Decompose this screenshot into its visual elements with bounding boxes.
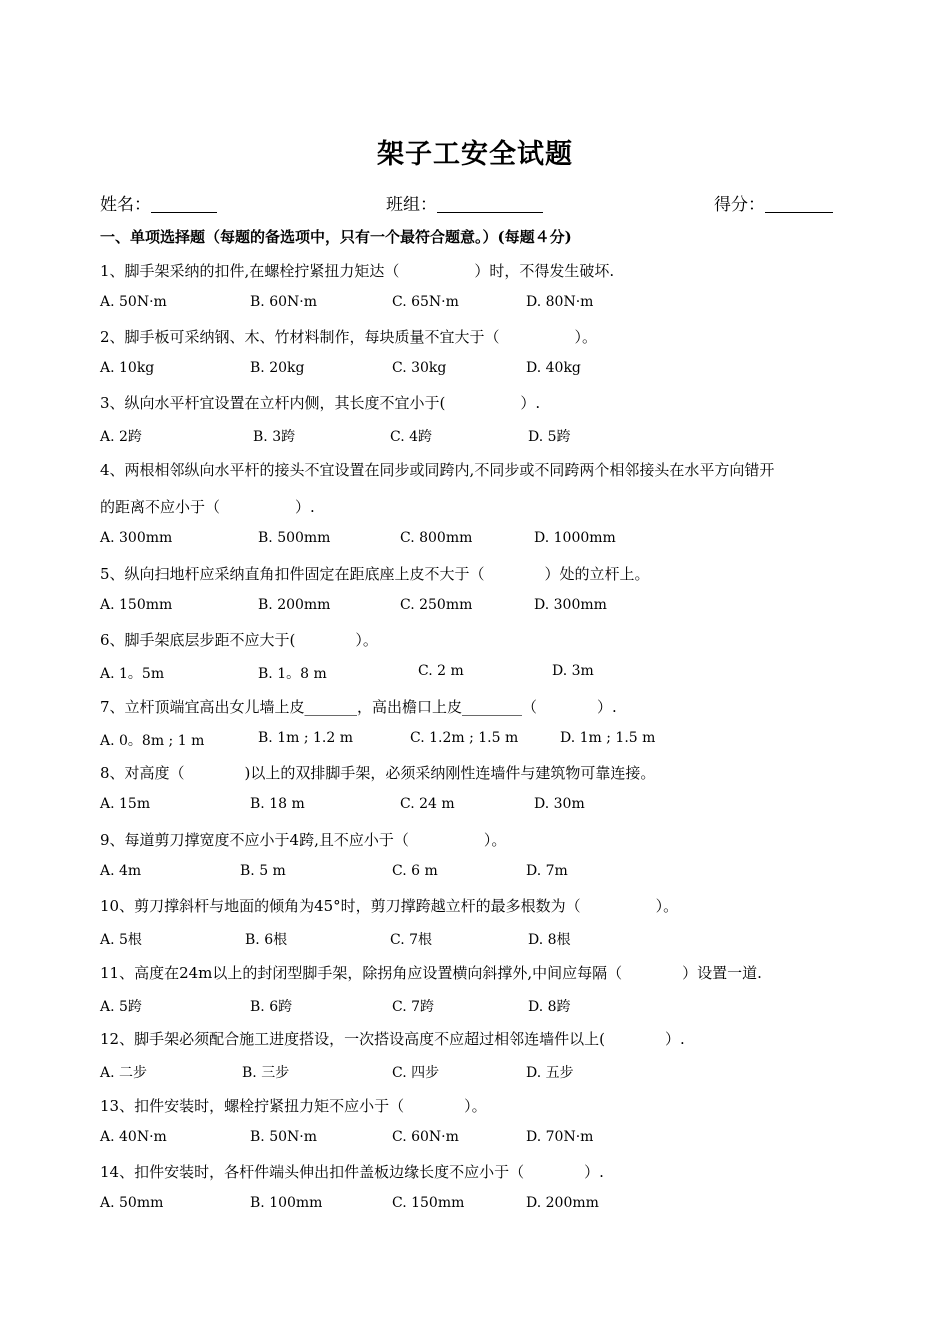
question-text: 10、剪刀撑斜杆与地面的倾角为45°时，剪刀撑跨越立杆的最多根数为（ ）。 [100,897,679,915]
option-row [100,426,860,446]
option-b: B. 18 m [250,796,305,812]
option-b: B. 20kg [250,360,305,376]
option-row [100,1062,860,1082]
option-d: D. 40kg [526,360,581,376]
name-blank [151,196,217,213]
option-c: C. 250mm [400,597,473,613]
option-d: D. 200mm [526,1195,599,1211]
option-d: D. 5跨 [528,429,571,445]
option-row [100,730,860,750]
question-text: 8、对高度（ )以上的双排脚手架，必须采纳刚性连墙件与建筑物可靠连接。 [100,764,656,782]
option-c: C. 60N·m [392,1129,459,1145]
option-d: D. 300mm [534,597,607,613]
option-c: C. 150mm [392,1195,465,1211]
option-row [100,796,860,816]
question-text: 7、立杆顶端宜高出女儿墙上皮_______，高出檐口上皮________（ ）. [100,698,617,716]
section-title: 一、单项选择题（每题的备选项中，只有一个最符合题意。）(每题４分) [100,228,572,246]
option-b: B. 50N·m [250,1129,317,1145]
score-blank [765,196,833,213]
option-b: B. 100mm [250,1195,323,1211]
question-text: 6、脚手架底层步距不应大于( ）。 [100,631,378,649]
question-text: 4、两根相邻纵向水平杆的接头不宜设置在同步或同跨内,不同步或不同跨两个相邻接头在水平方向错开 [100,461,775,479]
option-d: D. 8根 [528,932,571,948]
group-blank [437,196,543,213]
option-a: A. 40N·m [100,1129,167,1145]
option-d: D. 1000mm [534,530,616,546]
option-d: D. 8跨 [528,999,571,1015]
option-c: C. 4跨 [390,429,433,445]
option-b: B. 6根 [245,932,288,948]
option-row [100,530,860,550]
option-a: A. 二步 [100,1065,148,1081]
question-text: 14、扣件安装时，各杆件端头伸出扣件盖板边缘长度不应小于（ ）. [100,1163,604,1181]
question-text: 2、脚手板可采纳钢、木、竹材料制作，每块质量不宜大于（ ）。 [100,328,598,346]
option-c: C. 30kg [392,360,447,376]
option-c: C. 24 m [400,796,455,812]
question-text: 5、纵向扫地杆应采纳直角扣件固定在距底座上皮不大于（ ）处的立杆上。 [100,565,650,583]
option-b: B. 6跨 [250,999,293,1015]
option-a: A. 50N·m [100,294,167,310]
option-b: B. 500mm [258,530,331,546]
option-a: A. 10kg [100,360,155,376]
option-b: B. 三步 [242,1065,290,1081]
option-row [100,663,860,683]
option-b: B. 5 m [240,863,286,879]
option-a: A. 300mm [100,530,173,546]
group-field [386,190,543,215]
option-a: A. 150mm [100,597,173,613]
score-label: 得分： [714,195,765,215]
question-text: 3、纵向水平杆宜设置在立杆内侧，其长度不宜小于( ）. [100,394,541,412]
option-c: C. 800mm [400,530,473,546]
option-c: C. 四步 [392,1065,440,1081]
option-row [100,1195,860,1215]
option-c: C. 65N·m [392,294,459,310]
option-d: D. 五步 [526,1065,574,1081]
group-label: 班组： [386,195,437,215]
option-d: D. 80N·m [526,294,594,310]
option-b: B. 3跨 [253,429,296,445]
option-c: C. 7根 [390,932,433,948]
option-b: B. 1。8 m [258,666,327,682]
option-b: B. 200mm [258,597,331,613]
option-b: B. 1m ; 1.2 m [258,730,353,746]
option-row [100,1129,860,1149]
option-d: D. 70N·m [526,1129,594,1145]
option-row [100,597,860,617]
question-text: 1、脚手架采纳的扣件,在螺栓拧紧扭力矩达（ ）时，不得发生破坏. [100,262,615,280]
option-a: A. 0。8m ; 1 m [100,733,205,749]
question-text: 13、扣件安装时，螺栓拧紧扭力矩不应小于（ ）。 [100,1097,487,1115]
option-c: C. 7跨 [392,999,435,1015]
option-d: D. 3m [552,663,594,679]
option-row [100,360,860,380]
option-a: A. 5根 [100,932,142,948]
score-field [714,190,833,215]
exam-title: 架子工安全试题 [377,139,573,170]
question-text: 12、脚手架必须配合施工进度搭设，一次搭设高度不应超过相邻连墙件以上( ）. [100,1030,685,1048]
option-row [100,863,860,883]
option-a: A. 1。5m [100,666,165,682]
option-a: A. 2跨 [100,429,142,445]
option-d: D. 1m ; 1.5 m [560,730,656,746]
option-a: A. 4m [100,863,142,879]
option-d: D. 30m [534,796,585,812]
option-c: C. 2 m [418,663,464,679]
option-row [100,294,860,314]
option-a: A. 50mm [100,1195,164,1211]
option-a: A. 5跨 [100,999,142,1015]
option-d: D. 7m [526,863,568,879]
question-text: 11、高度在24m以上的封闭型脚手架，除拐角应设置横向斜撑外,中间应每隔（ ）设置一道. [100,964,762,982]
option-a: A. 15m [100,796,151,812]
name-field [100,190,217,215]
option-b: B. 60N·m [250,294,317,310]
question-text-continued: 的距离不应小于（ ）. [100,498,315,516]
option-c: C. 1.2m ; 1.5 m [410,730,519,746]
question-text: 9、每道剪刀撑宽度不应小于4跨,且不应小于（ ）。 [100,831,507,849]
option-c: C. 6 m [392,863,438,879]
name-label: 姓名： [100,195,151,215]
option-row [100,996,860,1016]
option-row [100,929,860,949]
